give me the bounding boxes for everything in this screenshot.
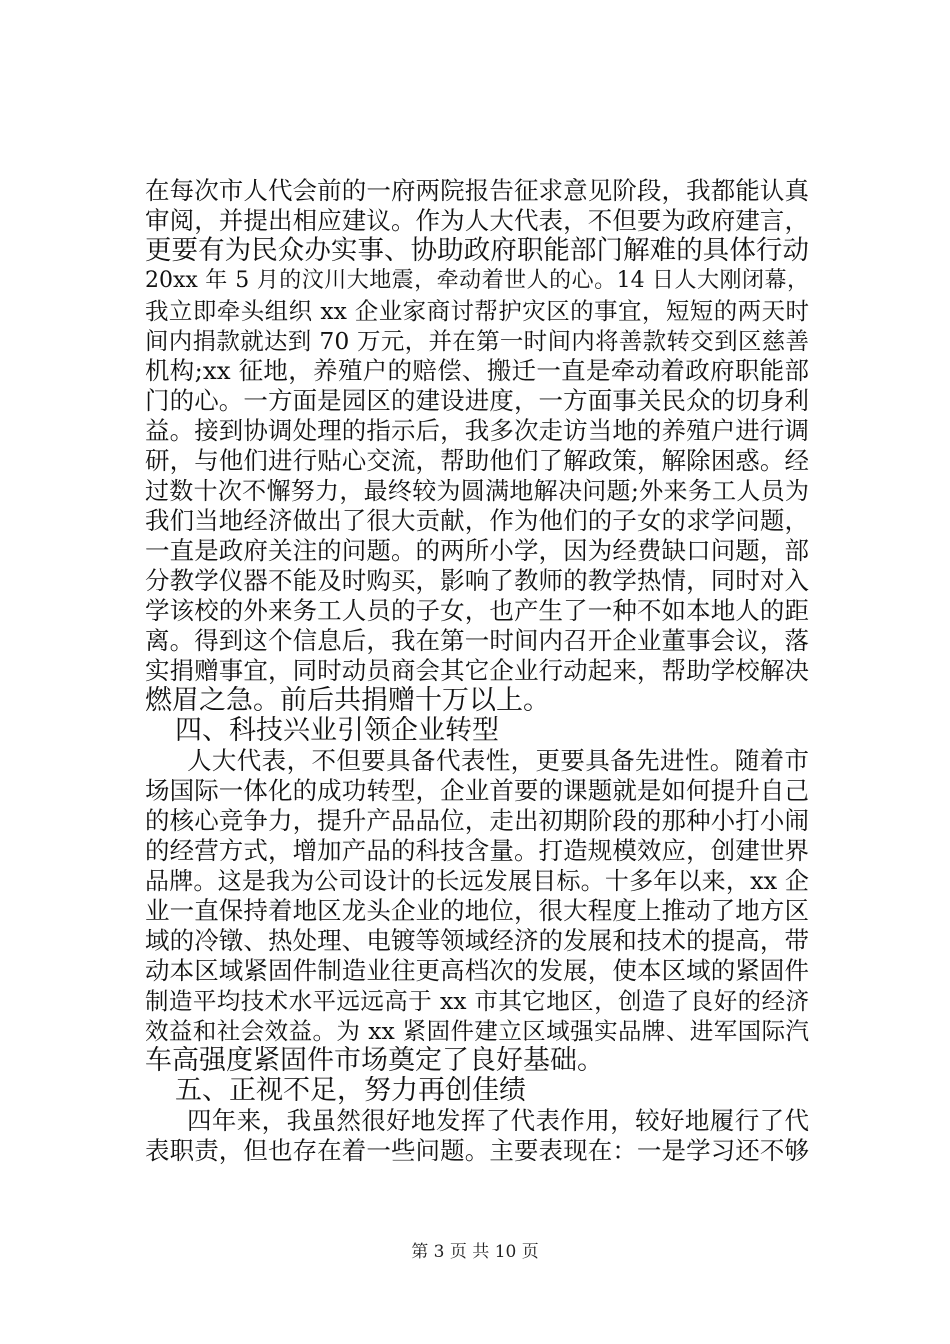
text-line: 学该校的外来务工人员的子女，也产生了一种不如本地人的距	[145, 596, 809, 625]
text-line: 过数十次不懈努力，最终较为圆满地解决问题;外来务工人员为	[145, 477, 809, 505]
text-line: 的经营方式，增加产品的科技含量。打造规模效应，创建世界	[145, 836, 809, 865]
text-line: 离。得到这个信息后，我在第一时间内召开企业董事会议，落	[145, 626, 809, 655]
text-line: 动本区域紧固件制造业往更高档次的发展，使本区域的紧固件	[145, 956, 809, 985]
text-line: 审阅，并提出相应建议。作为人大代表，不但要为政府建言，	[145, 206, 809, 235]
section-heading: 四、科技兴业引领企业转型	[175, 716, 499, 746]
text-line: 域的冷镦、热处理、电镀等领域经济的发展和技术的提高，带	[145, 926, 809, 955]
text-line: 机构;xx 征地，养殖户的赔偿、搬迁一直是牵动着政府职能部	[145, 356, 809, 385]
text-line: 制造平均技术水平远远高于 xx 市其它地区，创造了良好的经济	[145, 987, 809, 1015]
text-line: 在每次市人代会前的一府两院报告征求意见阶段，我都能认真	[145, 176, 809, 205]
text-line: 研，与他们进行贴心交流，帮助他们了解政策，解除困惑。经	[145, 446, 809, 475]
page-footer: 第 3 页 共 10 页	[411, 1242, 539, 1262]
text-line: 车高强度紧固件市场奠定了良好基础。	[145, 1046, 604, 1076]
text-line: 我立即牵头组织 xx 企业家商讨帮护灾区的事宜，短短的两天时	[145, 297, 809, 325]
text-line: 表职责，但也存在着一些问题。主要表现在：一是学习还不够	[145, 1136, 809, 1165]
text-line: 分教学仪器不能及时购买，影响了教师的教学热情，同时对入	[145, 566, 809, 595]
text-line: 人大代表，不但要具备代表性，更要具备先进性。随着市	[187, 746, 809, 775]
document-body	[145, 176, 809, 1166]
text-line: 实捐赠事宜，同时动员商会其它企业行动起来，帮助学校解决	[145, 656, 809, 685]
text-line: 品牌。这是我为公司设计的长远发展目标。十多年以来，xx 企	[145, 867, 809, 895]
text-line: 业一直保持着地区龙头企业的地位，很大程度上推动了地方区	[145, 896, 809, 925]
text-line: 四年来，我虽然很好地发挥了代表作用，较好地履行了代	[187, 1106, 809, 1135]
text-line: 场国际一体化的成功转型，企业首要的课题就是如何提升自己	[145, 776, 809, 805]
text-line: 的核心竞争力，提升产品品位，走出初期阶段的那种小打小闹	[145, 806, 809, 835]
text-line: 门的心。一方面是园区的建设进度，一方面事关民众的切身利	[145, 386, 809, 415]
text-line: 一直是政府关注的问题。的两所小学，因为经费缺口问题，部	[145, 536, 809, 565]
section-heading: 五、正视不足，努力再创佳绩	[175, 1076, 526, 1106]
text-line: 20xx 年 5 月的汶川大地震，牵动着世人的心。14 日人大刚闭幕，	[145, 268, 809, 293]
text-line: 间内捐款就达到 70 万元，并在第一时间内将善款转交到区慈善	[145, 327, 809, 355]
text-line: 燃眉之急。前后共捐赠十万以上。	[145, 686, 550, 716]
text-line: 效益和社会效益。为 xx 紧固件建立区域强实品牌、进军国际汽	[145, 1017, 809, 1045]
text-line: 我们当地经济做出了很大贡献，作为他们的子女的求学问题，	[145, 506, 809, 535]
text-line: 益。接到协调处理的指示后，我多次走访当地的养殖户进行调	[145, 416, 809, 445]
text-line: 更要有为民众办实事、协助政府职能部门解难的具体行动	[145, 236, 809, 266]
